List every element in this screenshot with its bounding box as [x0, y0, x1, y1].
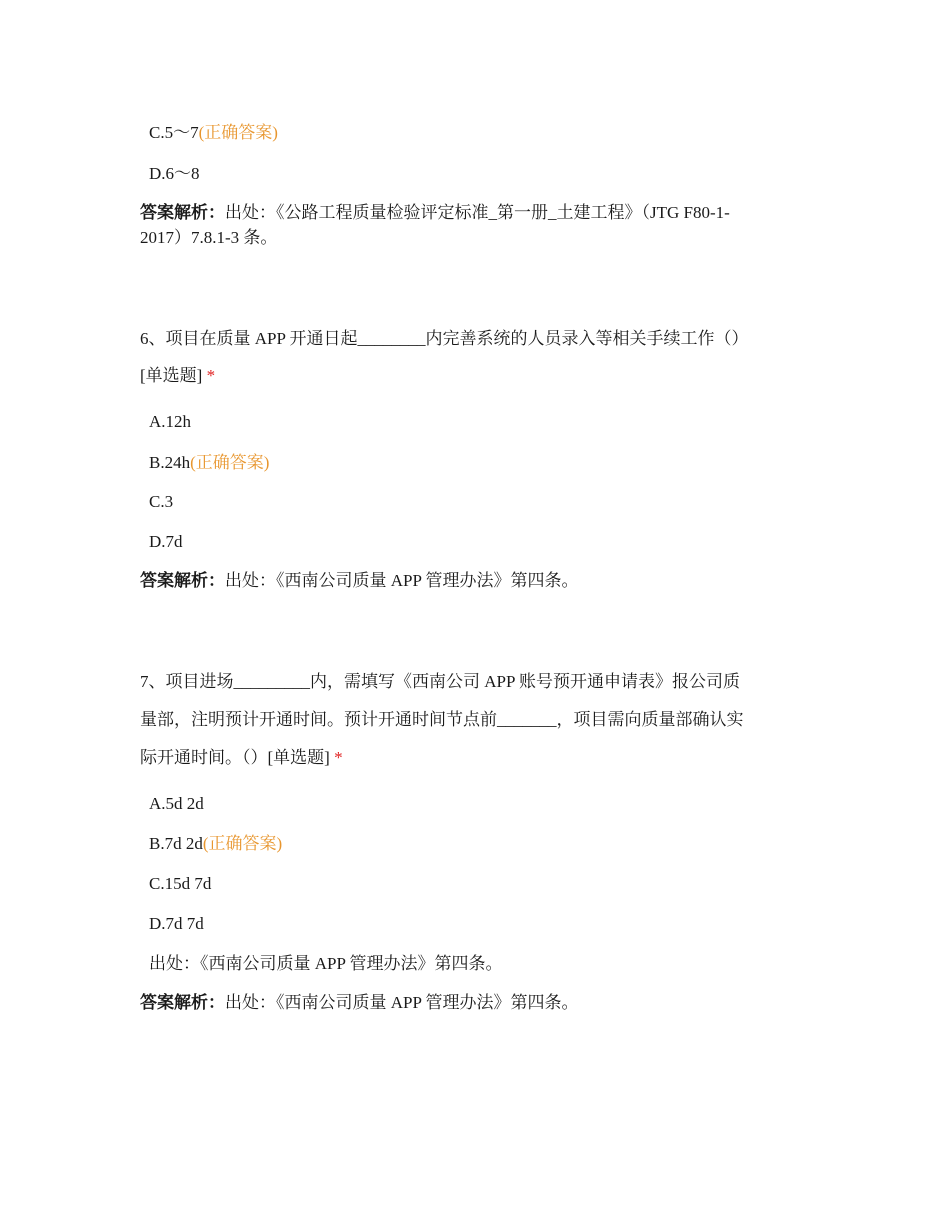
- required-mark: *: [206, 366, 216, 385]
- q5-option-c: [149, 121, 278, 145]
- q5-option-d: [149, 162, 200, 186]
- analysis-text: 出处：《公路工程质量检验评定标准_第一册_土建工程》（JTG F80-1-: [225, 203, 730, 222]
- analysis-label: 答案解析：: [140, 203, 225, 222]
- option-text: B.7d 2d: [149, 834, 203, 853]
- correct-answer-tag: (正确答案): [198, 123, 278, 142]
- q7-analysis: [140, 991, 579, 1015]
- analysis-text: 出处：《西南公司质量 APP 管理办法》第四条。: [225, 993, 579, 1012]
- q7-stem-line1: 7、项目进场_________内，需填写《西南公司 APP 账号预开通申请表》报公司质: [140, 672, 741, 691]
- option-text: C.5～7: [149, 123, 199, 142]
- q5-analysis-line1: [140, 201, 730, 225]
- q7-option-a: [149, 792, 204, 816]
- q6-option-c: [149, 490, 173, 514]
- required-mark: *: [334, 748, 343, 767]
- option-text: D.6～8: [149, 164, 200, 183]
- q6-option-d: [149, 530, 183, 554]
- option-text: A.5d 2d: [149, 794, 204, 813]
- option-text: C.3: [149, 492, 174, 511]
- question-type: [单选题]: [140, 366, 203, 385]
- q6-stem-line1: 6、项目在质量 APP 开通日起________内完善系统的人员录入等相关手续工作（）: [140, 329, 749, 348]
- q7-option-d: [149, 912, 204, 936]
- q7-stem-line2: 量部，注明预计开通时间。预计开通时间节点前_______，项目需向质量部确认实: [140, 710, 744, 729]
- option-text: B.24h: [149, 453, 191, 472]
- q7-stem-line3: [140, 746, 343, 770]
- analysis-label: 答案解析：: [140, 993, 225, 1012]
- correct-answer-tag: (正确答案): [202, 834, 283, 853]
- option-text: D.7d: [149, 532, 183, 551]
- analysis-text: 出处：《西南公司质量 APP 管理办法》第四条。: [225, 571, 579, 590]
- option-text: A.12h: [149, 412, 192, 431]
- analysis-label: 答案解析：: [140, 571, 225, 590]
- q6-option-a: [149, 410, 191, 434]
- q6-stem-line2: [140, 364, 215, 388]
- q7-source-note: 出处：《西南公司质量 APP 管理办法》第四条。: [149, 954, 503, 973]
- q6-analysis: [140, 569, 579, 593]
- q6-option-b: [149, 451, 269, 475]
- q5-analysis-line2: 2017）7.8.1-3 条。: [140, 228, 278, 247]
- correct-answer-tag: (正确答案): [190, 453, 270, 472]
- question-stem-end: 际开通时间。（）[单选题]: [140, 748, 330, 767]
- q7-option-b: [149, 832, 282, 856]
- q7-option-c: [149, 872, 211, 896]
- option-text: D.7d 7d: [149, 914, 204, 933]
- option-text: C.15d 7d: [149, 874, 212, 893]
